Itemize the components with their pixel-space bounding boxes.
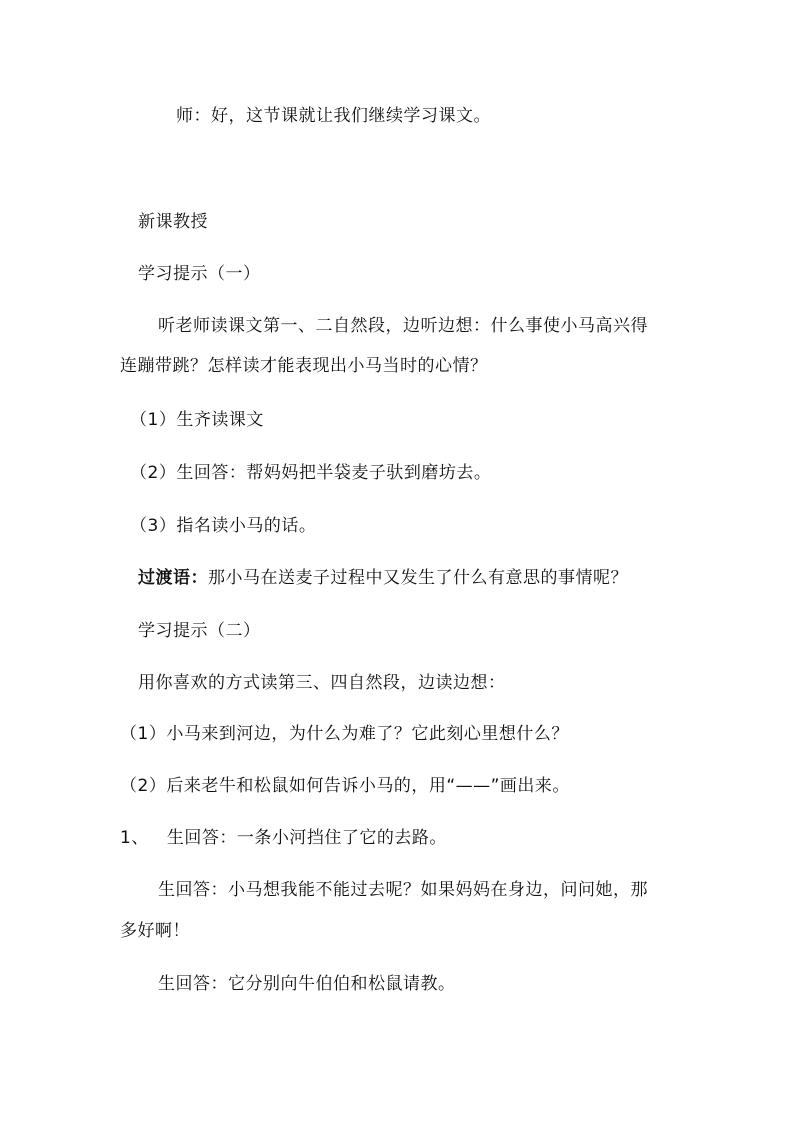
transition-text: 那小马在送麦子过程中又发生了什么有意思的事情呢？ xyxy=(208,568,628,588)
step-item-1: （1）生齐读课文 xyxy=(130,410,264,430)
question-item-2: （2）后来老牛和松鼠如何告诉小马的，用“——”画出来。 xyxy=(120,776,570,796)
study-tip-one-heading: 学习提示（一） xyxy=(138,264,261,284)
transition-label: 过渡语： xyxy=(138,568,208,588)
study-tip-one-question-line1: 听老师读课文第一、二自然段，边听边想：什么事使小马高兴得 xyxy=(158,316,648,336)
study-tip-two-instruction: 用你喜欢的方式读第三、四自然段，边读边想： xyxy=(138,673,506,693)
question-item-1: （1）小马来到河边，为什么为难了？它此刻心里想什么？ xyxy=(120,724,569,744)
answer-two-line1: 生回答：小马想我能不能过去呢？如果妈妈在身边，问问她，那 xyxy=(158,880,648,900)
step-item-2: （2）生回答：帮妈妈把半袋麦子驮到磨坊去。 xyxy=(130,463,492,483)
section-heading-new-lesson: 新课教授 xyxy=(138,212,208,232)
step-item-3: （3）指名读小马的话。 xyxy=(130,516,317,536)
answer-three: 生回答：它分别向牛伯伯和松鼠请教。 xyxy=(158,974,456,994)
answer-text: 生回答：一条小河挡住了它的去路。 xyxy=(166,828,447,848)
answer-two-line2: 多好啊！ xyxy=(120,921,190,941)
transition-line xyxy=(138,566,628,590)
answer-number: 1、 xyxy=(120,828,149,848)
study-tip-one-question-line2: 连蹦带跳？怎样读才能表现出小马当时的心情？ xyxy=(120,356,488,376)
teacher-intro-line: 师：好，这节课就让我们继续学习课文。 xyxy=(176,106,491,126)
answer-item-1 xyxy=(120,826,447,850)
study-tip-two-heading: 学习提示（二） xyxy=(138,621,261,641)
